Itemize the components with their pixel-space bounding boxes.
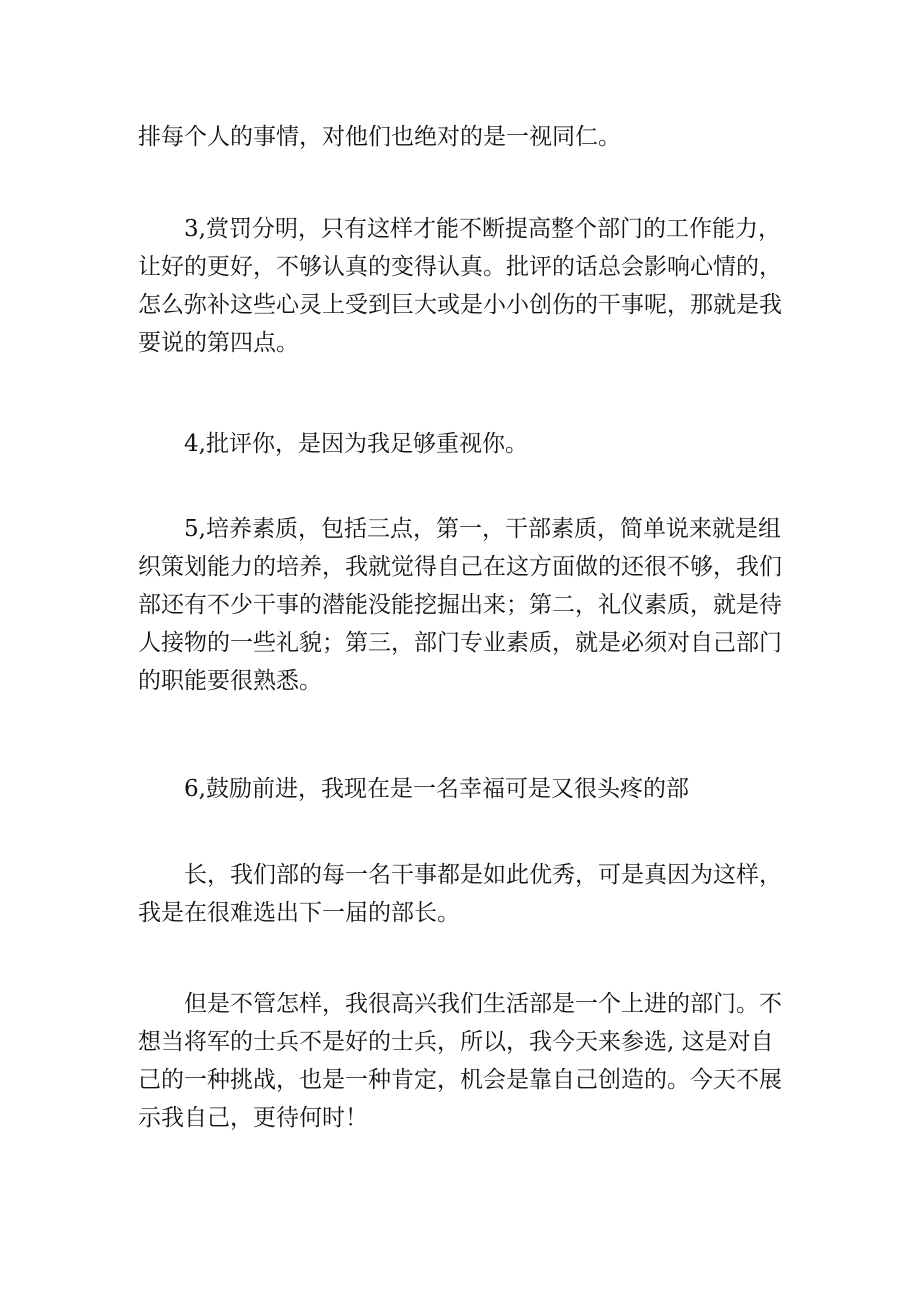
text-line: 示我自己，更待何时！ xyxy=(138,1105,368,1131)
paragraph-5 xyxy=(138,770,788,808)
text-line: 己的一种挑战，也是一种肯定，机会是靠自己创造的。今天不展 xyxy=(138,1067,782,1093)
text-line: 但是不管怎样，我很高兴我们生活部是一个上进的部门。不 xyxy=(184,991,782,1017)
paragraph-2 xyxy=(138,210,788,362)
text-line: 排每个人的事情，对他们也绝对的是一视同仁。 xyxy=(138,124,621,150)
text-line: 让好的更好，不够认真的变得认真。批评的话总会影响心情的， xyxy=(138,254,782,280)
text-line: 4,批评你，是因为我足够重视你。 xyxy=(184,431,528,457)
text-line: 部还有不少干事的潜能没能挖掘出来；第二，礼仪素质，就是待 xyxy=(138,592,782,618)
text-line: 的职能要很熟悉。 xyxy=(138,668,322,694)
text-line: 5,培养素质，包括三点，第一，干部素质，简单说来就是组 xyxy=(184,516,781,542)
text-line: 想当将军的士兵不是好的士兵，所以，我今天来参选, 这是对自 xyxy=(138,1029,774,1055)
text-line: 要说的第四点。 xyxy=(138,330,299,356)
text-line: 6,鼓励前进，我现在是一名幸福可是又很头疼的部 xyxy=(184,776,689,802)
text-line: 织策划能力的培养，我就觉得自己在这方面做的还很不够，我们 xyxy=(138,554,782,580)
paragraph-6 xyxy=(138,856,788,932)
paragraph-1 xyxy=(138,118,788,156)
paragraph-4 xyxy=(138,510,788,700)
text-line: 3,赏罚分明，只有这样才能不断提高整个部门的工作能力， xyxy=(184,216,781,242)
text-line: 怎么弥补这些心灵上受到巨大或是小小创伤的干事呢，那就是我 xyxy=(138,292,782,318)
paragraph-3 xyxy=(138,425,788,463)
text-line: 人接物的一些礼貌；第三，部门专业素质，就是必须对自己部门 xyxy=(138,630,782,656)
text-line: 长，我们部的每一名干事都是如此优秀，可是真因为这样， xyxy=(184,862,782,888)
paragraph-7 xyxy=(138,985,788,1137)
text-line: 我是在很难选出下一届的部长。 xyxy=(138,900,460,926)
